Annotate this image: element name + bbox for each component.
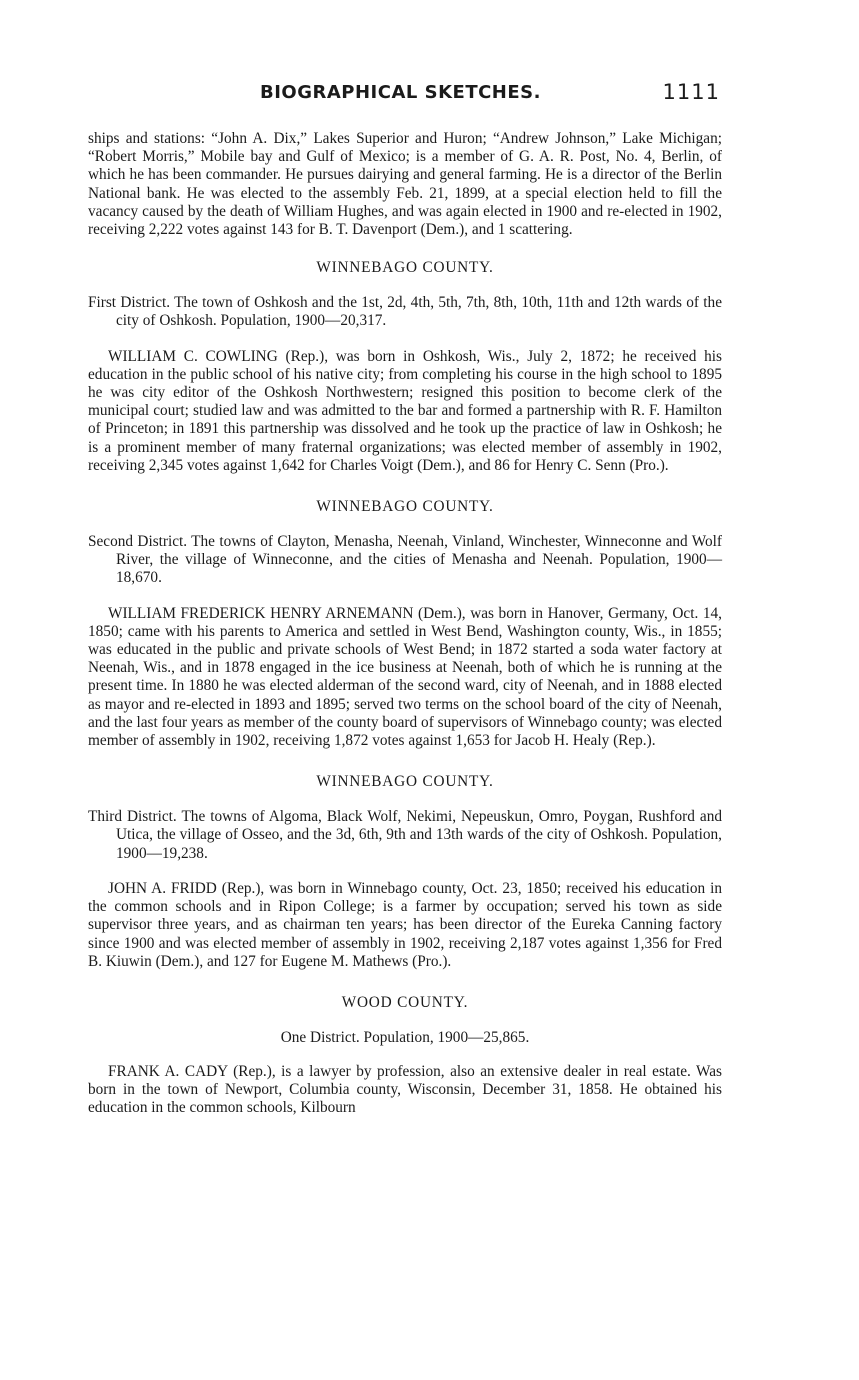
- district-description: One District. Population, 1900—25,865.: [280, 1028, 530, 1046]
- county-heading: WINNEBAGO COUNTY.: [316, 259, 494, 277]
- biography-paragraph: WILLIAM FREDERICK HENRY ARNEMANN (Dem.), was born in Hanover, Germany, Oct. 14, 1850; came with his parents to America and settled in West Bend, Washington county, Wis., in 1855; was educated in the public and private schools of West Bend; in 1872 started a soda water factory at Neenah, Wis., and in 1878 engaged in the ice business at Neenah, both of which he is running at the present time. In 1880 he was elected alderman of the second ward, city of Neenah, and in 1888 elected as mayor and re-elected in 1893 and 1895; served two terms on the school board of the city of Neenah, and the last four years as member of the county board of supervisors of Winnebago county; was elected member of assembly in 1902, receiving 1,872 votes against 1,653 for Jacob H. Healy (Rep.).: [88, 604, 722, 750]
- continuation-paragraph: ships and stations: “John A. Dix,” Lakes Superior and Huron; “Andrew Johnson,” Lake Michigan; “Robert Morris,” Mobile bay and Gulf of Mexico; is a member of G. A. R. Post, No. 4, Berlin, of which he has been commander. He pursues dairying and general farming. He is a director of the Berlin National bank. He was elected to the assembly Feb. 21, 1899, at a special election held to fill the vacancy caused by the death of William Hughes, and was again elected in 1900 and re-elected in 1902, receiving 2,222 votes against 143 for B. T. Davenport (Dem.), and 1 scattering.: [88, 130, 722, 239]
- biography-paragraph: JOHN A. FRIDD (Rep.), was born in Winnebago county, Oct. 23, 1850; received his education in the common schools and in Ripon College; is a farmer by occupation; served his town as side supervisor three years, and as chairman ten years; has been director of the Eureka Canning factory since 1900 and was elected member of assembly in 1902, receiving 2,187 votes against 1,356 for Fred B. Kiuwin (Dem.), and 127 for Eugene M. Mathews (Pro.).: [88, 879, 722, 970]
- county-heading: WINNEBAGO COUNTY.: [316, 498, 494, 516]
- running-header: [88, 78, 722, 110]
- biography-paragraph: FRANK A. CADY (Rep.), is a lawyer by profession, also an extensive dealer in real estate. Was born in the town of Newport, Columbia county, Wisconsin, December 31, 1858. He obtained his education in the common schools, Kilbourn: [88, 1062, 722, 1117]
- county-heading: WOOD COUNTY.: [341, 993, 469, 1011]
- district-description: First District. The town of Oshkosh and the 1st, 2d, 4th, 5th, 7th, 8th, 10th, 11th and 12th wards of the city of Oshkosh. Population, 1900—20,317.: [88, 294, 722, 330]
- page-number: 1111: [662, 80, 720, 104]
- running-title: BIOGRAPHICAL SKETCHES.: [260, 82, 541, 103]
- document-page: [88, 78, 722, 1118]
- county-heading: WINNEBAGO COUNTY.: [316, 773, 494, 791]
- district-description: Second District. The towns of Clayton, Menasha, Neenah, Vinland, Winchester, Winneconne and Wolf River, the village of Winneconne, and the cities of Menasha and Neenah. Population, 1900—18,670.: [88, 533, 722, 587]
- district-description: Third District. The towns of Algoma, Black Wolf, Nekimi, Nepeuskun, Omro, Poygan, Rushford and Utica, the village of Osseo, and the 3d, 6th, 9th and 13th wards of the city of Oshkosh. Population, 1900—19,238.: [88, 808, 722, 862]
- biography-paragraph: WILLIAM C. COWLING (Rep.), was born in Oshkosh, Wis., July 2, 1872; he received his education in the public school of his native city; from completing his course in the high school to 1895 he was city editor of the Oshkosh Northwestern; resigned this position to become clerk of the municipal court; studied law and was admitted to the bar and formed a partnership with R. F. Hamilton of Princeton; in 1891 this partnership was dissolved and he took up the practice of law in Oshkosh; he is a prominent member of many fraternal organizations; was elected member of assembly in 1902, receiving 2,345 votes against 1,642 for Charles Voigt (Dem.), and 86 for Henry C. Senn (Pro.).: [88, 347, 722, 474]
